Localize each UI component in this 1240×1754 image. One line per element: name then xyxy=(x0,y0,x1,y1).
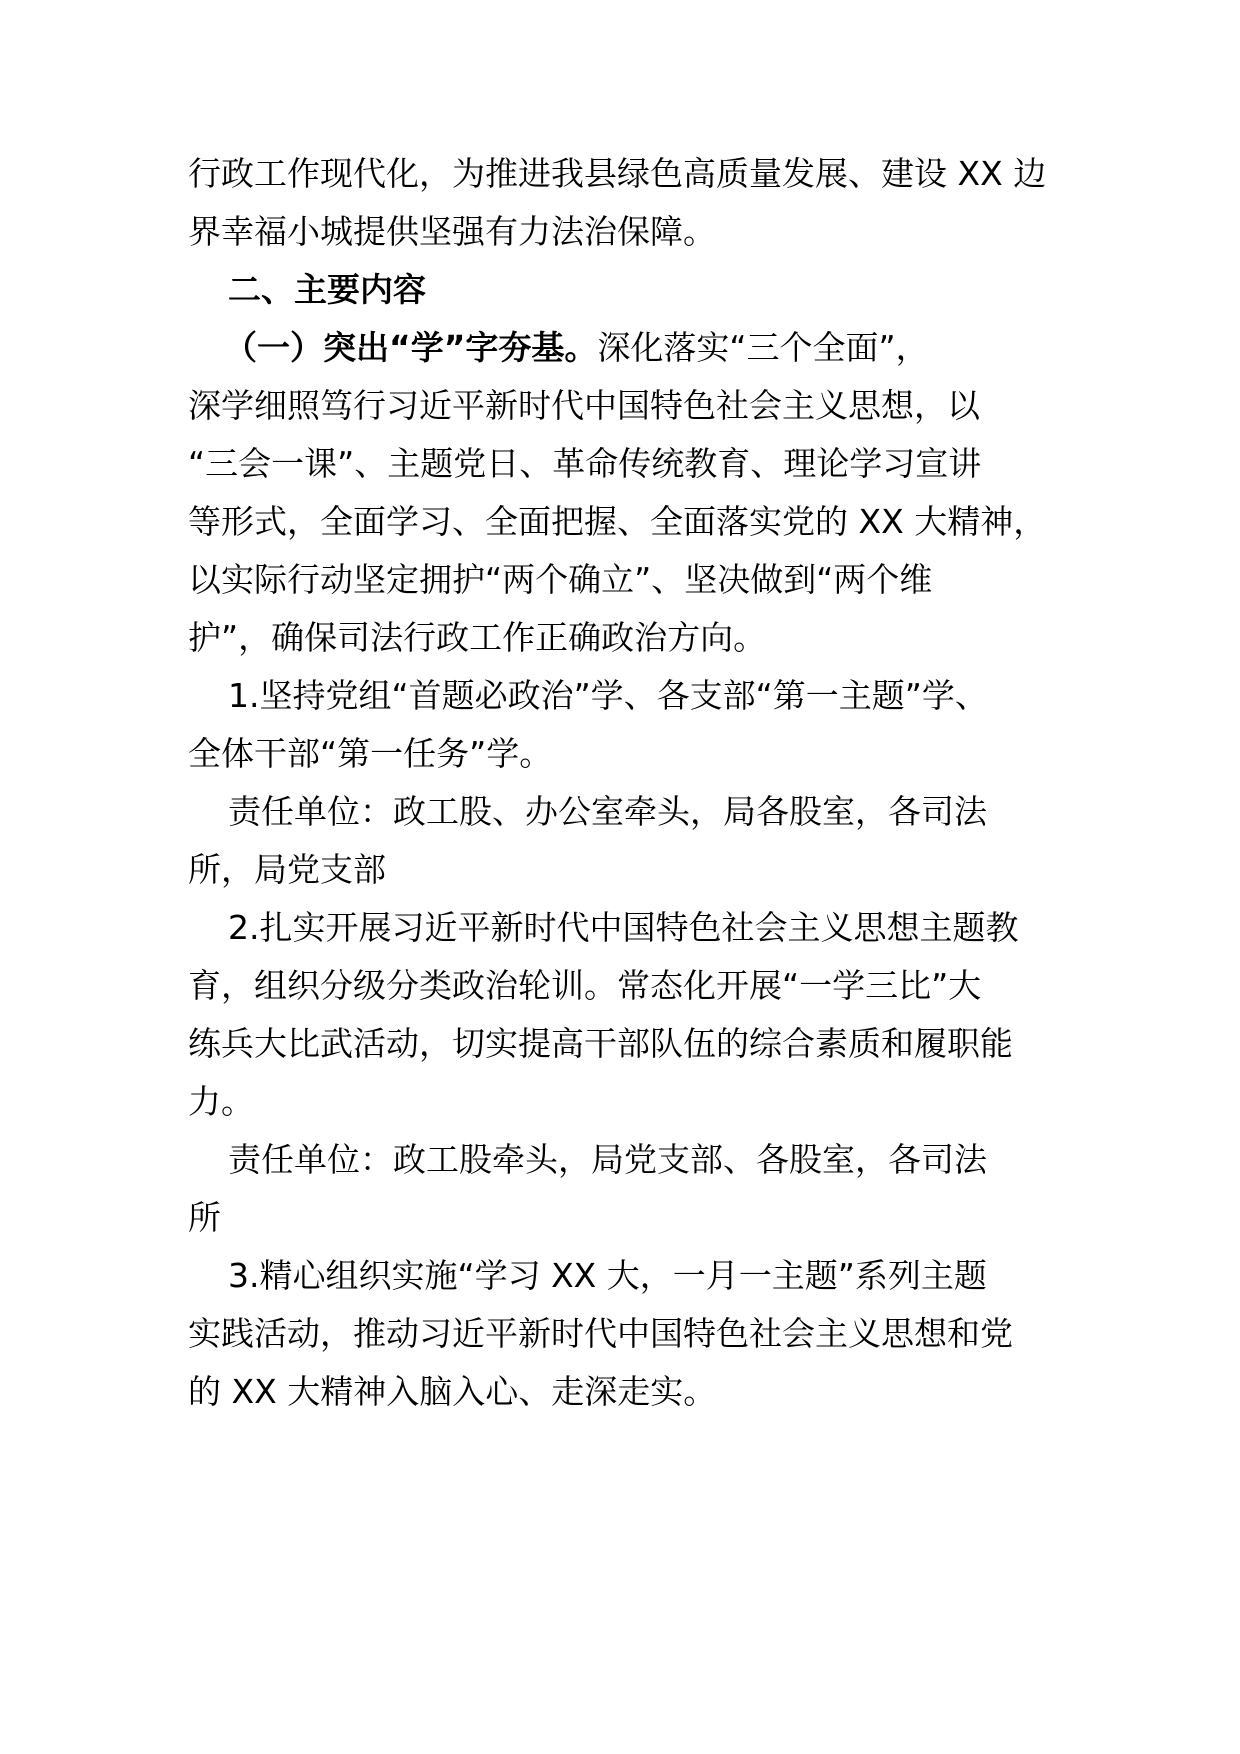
responsibility-line xyxy=(228,1132,987,1188)
body-text-line xyxy=(188,494,1046,550)
numbered-item-line xyxy=(228,900,1019,956)
text-run: 界幸福小城提供坚强有力法治保障。 xyxy=(188,212,716,251)
text-run: 责任单位：政工股牵头，局党支部、各股室，各司法 xyxy=(228,1140,987,1179)
text-run: 育，组织分级分类政治轮训。常态化开展“一学三比”大 xyxy=(188,966,982,1005)
subsection-heading: （一）突出“学”字夯基。 xyxy=(224,328,598,367)
body-text-line xyxy=(188,1016,1013,1072)
responsibility-line xyxy=(228,784,987,840)
body-text-line xyxy=(188,958,981,1014)
body-text-line xyxy=(188,204,716,260)
text-run: 2.扎实开展习近平新时代中国特色社会主义思想主题教 xyxy=(228,908,1019,947)
text-run: 以实际行动坚定拥护“两个确立”、坚决做到“两个维 xyxy=(188,560,933,599)
subsection-line xyxy=(224,320,929,376)
body-text-line xyxy=(188,1074,254,1130)
text-run: 3.精心组织实施“学习 XX 大，一月一主题”系列主题 xyxy=(228,1256,987,1295)
body-text-line xyxy=(188,726,552,782)
text-run: 所，局党支部 xyxy=(188,850,386,889)
text-run: 等形式，全面学习、全面把握、全面落实党的 XX 大精神， xyxy=(188,502,1047,541)
text-run: 1.坚持党组“首题必政治”学、各支部“第一主题”学、 xyxy=(228,676,988,715)
body-text-line xyxy=(188,1190,221,1246)
body-text-line xyxy=(188,436,981,492)
text-run: 深学细照笃行习近平新时代中国特色社会主义思想，以 xyxy=(188,386,980,425)
numbered-item-line xyxy=(228,1248,987,1304)
body-text-line xyxy=(188,842,386,898)
text-run: 力。 xyxy=(188,1082,254,1121)
body-text-line xyxy=(188,146,1046,202)
text-run: 责任单位：政工股、办公室牵头，局各股室，各司法 xyxy=(228,792,987,831)
text-run: 练兵大比武活动，切实提高干部队伍的综合素质和履职能 xyxy=(188,1024,1013,1063)
text-run: 深化落实“三个全面”， xyxy=(597,328,929,367)
section-heading-text: 二、主要内容 xyxy=(228,270,426,309)
text-run: 的 XX 大精神入脑入心、走深走实。 xyxy=(188,1372,717,1411)
text-run: 全体干部“第一任务”学。 xyxy=(188,734,553,773)
text-run: 所 xyxy=(188,1198,221,1237)
text-run: “三会一课”、主题党日、革命传统教育、理论学习宣讲 xyxy=(188,444,982,483)
body-text-line xyxy=(188,1364,716,1420)
numbered-item-line xyxy=(228,668,988,724)
body-text-line xyxy=(188,1306,1013,1362)
body-text-line xyxy=(188,552,932,608)
text-run: 行政工作现代化，为推进我县绿色高质量发展、建设 XX 边 xyxy=(188,154,1047,193)
text-run: 护”，确保司法行政工作正确政治方向。 xyxy=(188,618,767,657)
body-text-line xyxy=(188,378,980,434)
body-text-line xyxy=(188,610,766,666)
text-run: 实践活动，推动习近平新时代中国特色社会主义思想和党 xyxy=(188,1314,1013,1353)
section-heading xyxy=(228,262,426,318)
